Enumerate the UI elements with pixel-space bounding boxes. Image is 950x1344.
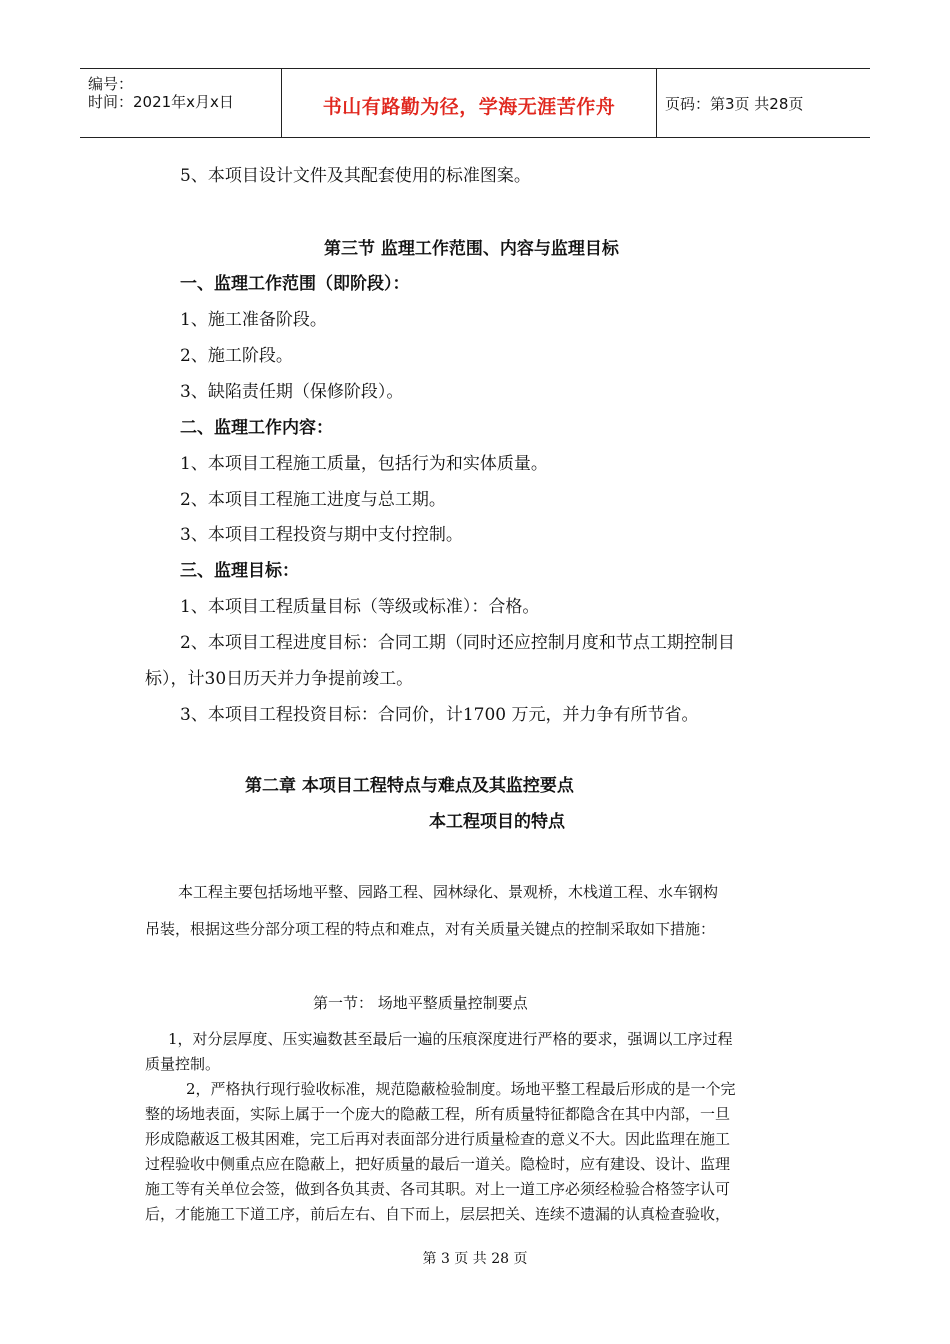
subheading-content: 二、监理工作内容： bbox=[180, 418, 333, 438]
body-line-21: 1，对分层厚度、压实遍数甚至最后一遍的压痕深度进行严格的要求，强调以工序过程 bbox=[168, 1030, 733, 1048]
chapter-subheading: 本工程项目的特点 bbox=[429, 812, 565, 832]
body-line-8: 1、本项目工程施工质量，包括行为和实体质量。 bbox=[180, 454, 548, 474]
header-motto-cell bbox=[282, 69, 657, 137]
body-line-6: 3、缺陷责任期（保修阶段）。 bbox=[180, 382, 404, 402]
chapter-heading: 第二章 本项目工程特点与难点及其监控要点 bbox=[245, 776, 574, 796]
header-page-number: 页码：第3页 共28页 bbox=[665, 95, 804, 113]
section-heading-1: 第一节： 场地平整质量控制要点 bbox=[313, 994, 528, 1012]
header-page-cell bbox=[657, 69, 870, 137]
body-line-14: 标），计30日历天并力争提前竣工。 bbox=[145, 669, 414, 689]
header-motto: 书山有路勤为径，学海无涯苦作舟 bbox=[322, 96, 616, 118]
body-line-28: 后，才能施工下道工序，前后左右、自下而上，层层把关、连续不遗漏的认真检查验收， bbox=[145, 1205, 731, 1223]
document-date-label: 时间：2021年x月x日 bbox=[88, 93, 234, 111]
body-line-10: 3、本项目工程投资与期中支付控制。 bbox=[180, 525, 463, 545]
section-heading-3: 第三节 监理工作范围、内容与监理目标 bbox=[324, 239, 619, 259]
body-line-27: 施工等有关单位会签，做到各负其责、各司其职。对上一道工序必须经检验合格签字认可 bbox=[145, 1180, 731, 1198]
page-footer: 第 3 页 共 28 页 bbox=[422, 1251, 528, 1267]
body-line-15: 3、本项目工程投资目标：合同价，计1700 万元，并力争有所节省。 bbox=[180, 705, 699, 725]
header-meta bbox=[80, 69, 282, 137]
subheading-goals: 三、监理目标： bbox=[180, 561, 299, 581]
body-line-4: 1、施工准备阶段。 bbox=[180, 310, 327, 330]
body-line-1: 5、本项目设计文件及其配套使用的标准图案。 bbox=[180, 166, 531, 186]
body-line-22: 质量控制。 bbox=[145, 1055, 221, 1073]
document-number-label: 编号： bbox=[88, 75, 134, 93]
body-line-9: 2、本项目工程施工进度与总工期。 bbox=[180, 490, 446, 510]
body-line-12: 1、本项目工程质量目标（等级或标准）：合格。 bbox=[180, 597, 540, 617]
page-header bbox=[80, 68, 870, 138]
body-line-26: 过程验收中侧重点应在隐蔽上，把好质量的最后一道关。隐检时，应有建设、设计、监理 bbox=[145, 1155, 731, 1173]
body-line-5: 2、施工阶段。 bbox=[180, 346, 293, 366]
body-line-23: 2，严格执行现行验收标准，规范隐蔽检验制度。场地平整工程最后形成的是一个完 bbox=[186, 1080, 736, 1098]
body-line-25: 形成隐蔽返工极其困难，完工后再对表面部分进行质量检查的意义不大。因此监理在施工 bbox=[145, 1130, 731, 1148]
body-line-24: 整的场地表面，实际上属于一个庞大的隐蔽工程，所有质量特征都隐含在其中内部，一旦 bbox=[145, 1105, 731, 1123]
body-line-18: 本工程主要包括场地平整、园路工程、园林绿化、景观桥，木栈道工程、水车钢构 bbox=[178, 883, 719, 901]
body-line-19: 吊装，根据这些分部分项工程的特点和难点，对有关质量关键点的控制采取如下措施： bbox=[145, 920, 716, 938]
subheading-scope: 一、监理工作范围（即阶段）： bbox=[180, 274, 410, 294]
body-line-13: 2、本项目工程进度目标：合同工期（同时还应控制月度和节点工期控制目 bbox=[180, 633, 735, 653]
